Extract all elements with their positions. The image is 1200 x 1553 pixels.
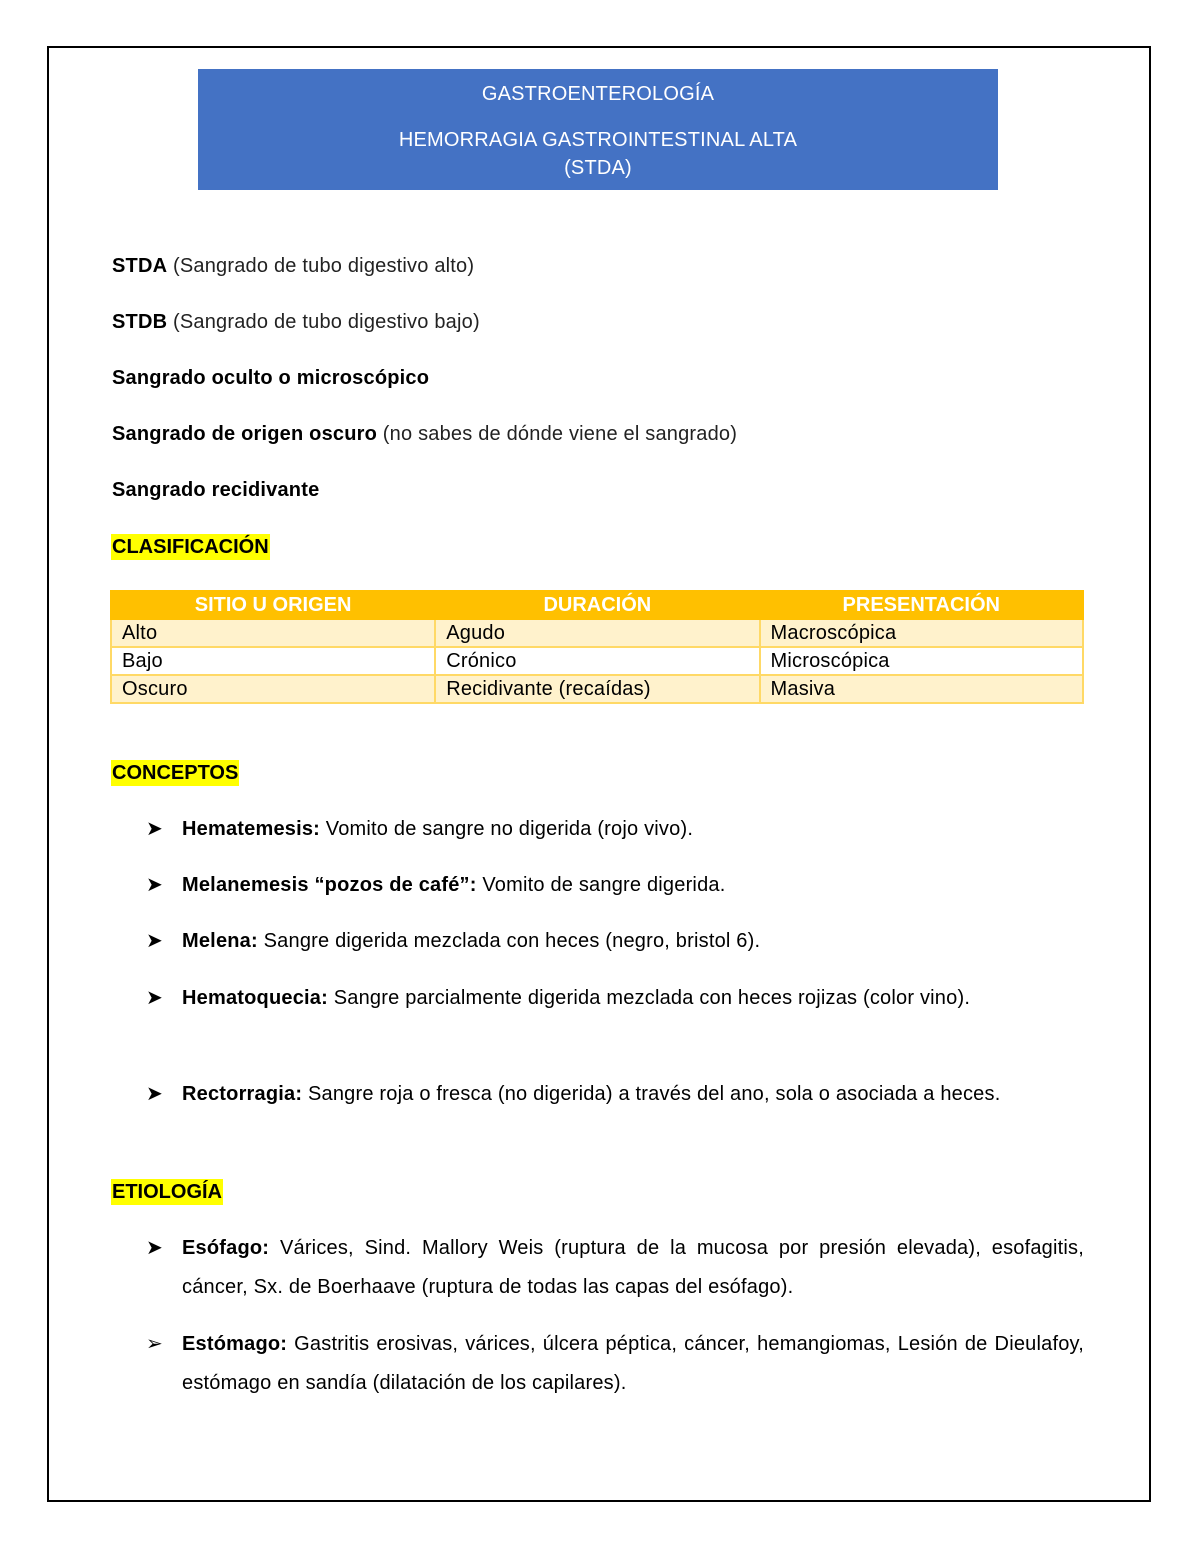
table-cell: Microscópica bbox=[760, 647, 1083, 675]
arrow-bullet-icon: ➤ bbox=[146, 1237, 163, 1259]
definition-term: Sangrado recidivante bbox=[112, 479, 320, 501]
arrow-bullet-icon: ➤ bbox=[146, 1083, 163, 1105]
etiology-desc: Várices, Sind. Mallory Weis (ruptura de la mucosa por presión elevada), esofagitis, cáncer, Sx. de Boerhaave (ruptura de todas las capas del esófago). bbox=[182, 1237, 1084, 1298]
table-cell: Masiva bbox=[760, 675, 1083, 703]
concept-term: Hematoquecia: bbox=[182, 987, 328, 1009]
table-header-cell: PRESENTACIÓN bbox=[760, 591, 1083, 619]
table-header-cell: SITIO U ORIGEN bbox=[111, 591, 435, 619]
concept-desc: Sangre parcialmente digerida mezclada con heces rojizas (color vino). bbox=[327, 987, 971, 1009]
section-title-etiologia: ETIOLOGÍA bbox=[112, 1181, 222, 1203]
concept-desc: Vomito de sangre no digerida (rojo vivo). bbox=[320, 818, 694, 840]
definition-desc: (Sangrado de tubo digestivo alto) bbox=[167, 255, 475, 277]
definition-term: Sangrado de origen oscuro bbox=[112, 423, 378, 445]
concept-term: Melanemesis “pozos de café”: bbox=[182, 874, 477, 896]
etiology-term: Esófago: bbox=[182, 1237, 270, 1259]
concept-desc: Vomito de sangre digerida. bbox=[476, 874, 726, 896]
concept-item bbox=[146, 866, 1084, 905]
etiology-item bbox=[146, 1229, 1084, 1307]
table-cell: Agudo bbox=[435, 619, 759, 647]
concept-desc: Sangre roja o fresca (no digerida) a través del ano, sola o asociada a heces. bbox=[302, 1083, 1001, 1105]
table-row bbox=[111, 619, 1083, 647]
section-title-clasificacion: CLASIFICACIÓN bbox=[112, 536, 269, 558]
etiology-term: Estómago: bbox=[182, 1333, 288, 1355]
table-cell: Crónico bbox=[435, 647, 759, 675]
concept-item bbox=[146, 1075, 1084, 1114]
table-header-cell: DURACIÓN bbox=[435, 591, 759, 619]
concept-term: Melena: bbox=[182, 930, 258, 952]
table-cell: Macroscópica bbox=[760, 619, 1083, 647]
definition-stdb bbox=[112, 311, 480, 334]
definition-desc: (Sangrado de tubo digestivo bajo) bbox=[167, 311, 480, 333]
definition-recidivante bbox=[112, 479, 319, 502]
document-header bbox=[198, 69, 998, 190]
table-cell: Alto bbox=[111, 619, 435, 647]
section-title-conceptos: CONCEPTOS bbox=[112, 762, 239, 784]
concept-desc: Sangre digerida mezclada con heces (negro, bristol 6). bbox=[257, 930, 761, 952]
header-title: HEMORRAGIA GASTROINTESTINAL ALTA bbox=[398, 129, 798, 151]
header-abbreviation: (STDA) bbox=[564, 157, 632, 179]
table-cell: Oscuro bbox=[111, 675, 435, 703]
definition-desc: (no sabes de dónde viene el sangrado) bbox=[377, 423, 738, 445]
definition-oscuro bbox=[112, 423, 737, 446]
arrow-bullet-icon: ➤ bbox=[146, 987, 163, 1009]
concept-term: Hematemesis: bbox=[182, 818, 321, 840]
definition-term: Sangrado oculto o microscópico bbox=[112, 367, 430, 389]
arrow-bullet-icon: ➤ bbox=[146, 818, 163, 840]
etiology-desc: Gastritis erosivas, várices, úlcera péptica, cáncer, hemangiomas, Lesión de Dieulafoy, estómago en sandía (dilatación de los capilares). bbox=[182, 1333, 1084, 1394]
classification-table bbox=[110, 590, 1084, 704]
definition-term: STDB bbox=[112, 311, 168, 333]
concept-item bbox=[146, 979, 1084, 1018]
table-row bbox=[111, 675, 1083, 703]
arrow-bullet-icon: ➤ bbox=[146, 930, 163, 952]
definition-oculto bbox=[112, 367, 429, 390]
table-row bbox=[111, 647, 1083, 675]
table-cell: Recidivante (recaídas) bbox=[435, 675, 759, 703]
etiology-item bbox=[146, 1325, 1084, 1403]
header-subject: GASTROENTEROLOGÍA bbox=[481, 83, 715, 105]
arrow-bullet-icon: ➢ bbox=[146, 1333, 163, 1355]
table-header-row bbox=[111, 591, 1083, 619]
concept-item bbox=[146, 922, 1084, 961]
definition-stda bbox=[112, 255, 474, 278]
arrow-bullet-icon: ➤ bbox=[146, 874, 163, 896]
concept-item bbox=[146, 810, 1084, 849]
table-cell: Bajo bbox=[111, 647, 435, 675]
concept-term: Rectorragia: bbox=[182, 1083, 303, 1105]
definition-term: STDA bbox=[112, 255, 168, 277]
